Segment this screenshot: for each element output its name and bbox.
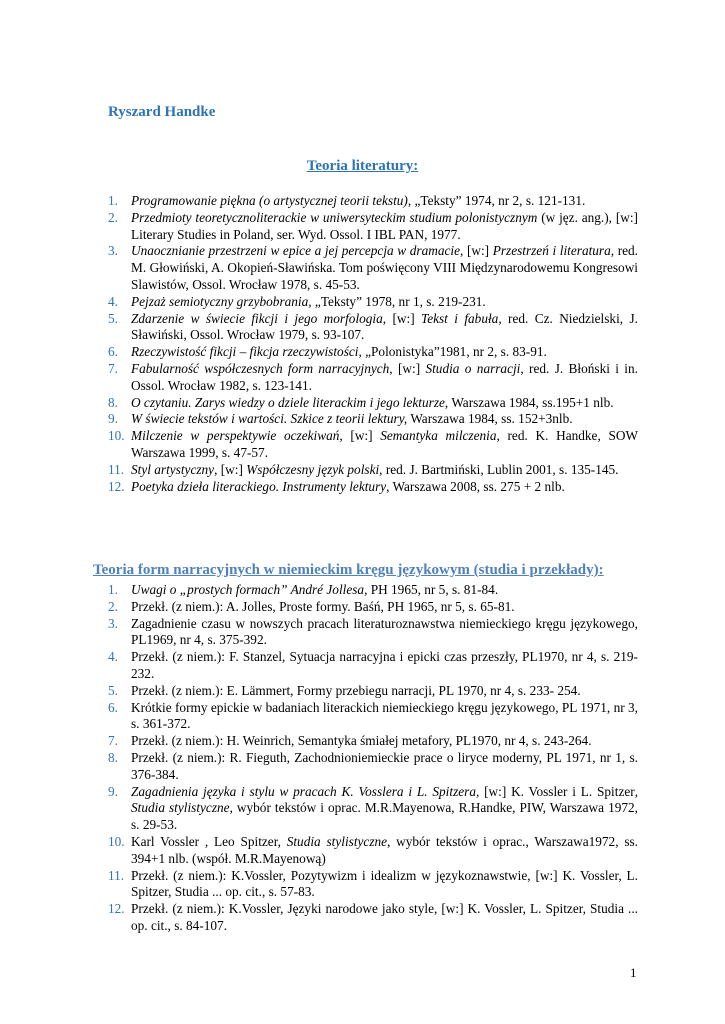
entry-text-segment: , [w:] xyxy=(382,310,422,326)
entry-text xyxy=(131,733,592,748)
entry-text-segment: Przekł. (z niem.): F. Stanzel, Sytuacja narracyjna i epicki czas przeszły, PL1970, nr 4, s. 219-232. xyxy=(131,649,638,681)
bibliography-entry xyxy=(108,361,638,395)
entry-title-italic: Unaocznianie przestrzeni w epice a jej percepcja w dramacie, xyxy=(131,243,464,259)
entry-text-segment: , wybór tekstów i oprac., Warszawa1972, ss. 394+1 nlb. (współ. M.R.Mayenową) xyxy=(131,833,638,866)
bibliography-entry xyxy=(108,428,638,462)
entry-number: 11. xyxy=(108,867,125,883)
bibliography-entry xyxy=(108,479,638,496)
entry-text-segment: , PH 1965, nr 5, s. 81-84. xyxy=(364,582,499,597)
entry-number: 2. xyxy=(108,598,118,614)
entry-number: 12. xyxy=(108,478,125,494)
entry-title-italic: Pejzaż semiotyczny grzybobrania, xyxy=(131,293,312,309)
entry-title-italic: Uwagi o „prostych formach” André Jollesa xyxy=(131,582,365,597)
bibliography-entry xyxy=(108,733,638,750)
entry-title-italic: Zdarzenie w świecie fikcji i jego morfologia xyxy=(131,310,383,326)
entry-text xyxy=(131,428,638,460)
entry-number: 8. xyxy=(108,394,118,410)
bibliography-list-literary-theory xyxy=(108,193,638,495)
entry-title-italic: Studia o narracji xyxy=(425,360,521,376)
entry-text-segment: Przekł. (z niem.): K.Vossler, Języki narodowe jako style, [w:] K. Vossler, L. Spitzer, Studia ... op. cit., s. 84-107. xyxy=(131,901,638,933)
bibliography-entry xyxy=(108,616,638,650)
entry-text-segment: , red. M. Głowiński, A. Okopień-Sławińska. Tom poświęcony VIII Międzynarodowemu Kongresowi Slawistów, Ossol. Wrocław 1978, s. 45-53. xyxy=(131,243,639,292)
bibliography-entry xyxy=(108,784,638,834)
entry-text-segment: (w jęz. ang.), [w:] Literary Studies in Poland, ser. Wyd. Ossol. I IBL PAN, 1977. xyxy=(131,209,638,242)
entry-text-segment: Przekł. (z niem.): H. Weinrich, Semantyka śmiałej metafory, PL1970, nr 4, s. 243-264. xyxy=(131,733,592,749)
entry-text-segment: , wybór tekstów i oprac. M.R.Mayenowa, R.Handke, PIW, Warszawa 1972, s. 29-53. xyxy=(131,800,638,833)
entry-text xyxy=(131,616,638,648)
entry-text xyxy=(131,193,585,208)
entry-text xyxy=(131,834,638,866)
bibliography-entry xyxy=(108,834,638,868)
entry-text-segment: , red. J. Bartmiński, Lublin 2001, s. 135-145. xyxy=(379,461,619,477)
entry-text xyxy=(131,683,581,698)
entry-text xyxy=(131,700,638,732)
entry-number: 9. xyxy=(108,783,118,799)
entry-text xyxy=(131,649,638,681)
entry-number: 4. xyxy=(108,649,118,665)
entry-text xyxy=(131,344,547,359)
entry-title-italic: Programowanie piękna (o artystycznej teorii tekstu) xyxy=(131,193,408,208)
entry-text-segment: , red. J. Błoński i in. Ossol. Wrocław 1982, s. 123-141. xyxy=(131,360,638,393)
bibliography-entry xyxy=(108,210,638,244)
entry-text xyxy=(131,395,614,410)
entry-title-italic: Poetyka dzieła literackiego. Instrumenty lektury xyxy=(131,478,387,494)
entry-number: 7. xyxy=(108,733,118,749)
bibliography-entry xyxy=(108,294,638,311)
bibliography-entry xyxy=(108,868,638,902)
entry-text-segment: Przekł. (z niem.): R. Fieguth, Zachodnioniemieckie prace o liryce moderny, PL 1971, nr 1, s. 376-384. xyxy=(131,749,638,782)
entry-text-segment: „Teksty” 1978, nr 1, s. 219-231. xyxy=(311,293,486,309)
entry-number: 10. xyxy=(108,833,125,849)
entry-title-italic: Milczenie w perspektywie oczekiwań xyxy=(131,428,340,444)
section-title-narrative-forms: Teoria form narracyjnych w niemieckim kręgu językowym (studia i przekłady): xyxy=(93,562,604,578)
entry-title-italic: Zagadnienia języka i stylu w pracach K. Vosslera i L. Spitzera xyxy=(131,783,476,799)
entry-number: 1. xyxy=(108,193,118,208)
entry-number: 6. xyxy=(108,699,118,715)
entry-title-italic: Współczesny język polski xyxy=(246,461,380,477)
entry-title-italic: Przestrzeń i literatura xyxy=(492,243,611,259)
entry-text-segment: , [w:] xyxy=(339,428,381,444)
entry-title-italic: Styl artystyczny xyxy=(131,461,215,477)
entry-number: 2. xyxy=(108,209,118,225)
bibliography-entry xyxy=(108,750,638,784)
bibliography-entry xyxy=(108,700,638,734)
bibliography-entry xyxy=(108,649,638,683)
page-number: 1 xyxy=(630,965,637,980)
entry-text xyxy=(131,784,638,833)
entry-title-italic: Semantyka milczenia xyxy=(380,428,497,444)
bibliography-entry xyxy=(108,311,638,345)
entry-title-italic: Rzeczywistość fikcji – fikcja rzeczywistości xyxy=(131,344,359,360)
entry-text-segment: Karl Vossler , Leo Spitzer, xyxy=(131,833,287,849)
bibliography-entry xyxy=(108,683,638,700)
entry-number: 11. xyxy=(108,461,125,477)
bibliography-entry xyxy=(108,193,638,210)
entry-title-italic: O czytaniu. Zarys wiedzy o dziele literackim i jego lekturze xyxy=(131,394,445,410)
entry-number: 1. xyxy=(108,582,118,597)
entry-title-italic: Studia stylistyczne xyxy=(286,833,388,849)
entry-number: 8. xyxy=(108,749,118,765)
entry-text xyxy=(131,599,515,614)
bibliography-list-narrative-forms xyxy=(108,582,638,935)
entry-number: 5. xyxy=(108,310,118,326)
entry-text xyxy=(131,582,498,597)
entry-text-segment: Przekł. (z niem.): A. Jolles, Proste formy. Baśń, PH 1965, nr 5, s. 65-81. xyxy=(131,598,515,614)
entry-text-segment: , Warszawa 1984, ss.195+1 nlb. xyxy=(444,394,614,410)
bibliography-entry xyxy=(108,395,638,412)
author-name: Ryszard Handke xyxy=(108,104,216,120)
entry-text-segment: Krótkie formy epickie w badaniach literackich niemieckiego kręgu językowego, PL 1971, nr 3, s. 361-372. xyxy=(131,699,638,732)
entry-text xyxy=(131,901,638,933)
section-title-literary-theory: Teoria literatury: xyxy=(306,158,419,174)
entry-title-italic: W świecie tekstów i wartości. Szkice z teorii lektury, xyxy=(131,411,408,427)
bibliography-entry xyxy=(108,462,638,479)
entry-text xyxy=(131,868,638,900)
entry-number: 6. xyxy=(108,344,118,360)
bibliography-entry xyxy=(108,599,638,616)
entry-text-segment: , [w:] K. Vossler i L. Spitzer xyxy=(475,783,635,799)
entry-text xyxy=(131,462,619,477)
entry-text xyxy=(131,411,573,426)
entry-number: 3. xyxy=(108,615,118,631)
entry-text xyxy=(131,361,638,393)
entry-title-italic: , Studia stylistyczne xyxy=(131,783,639,816)
entry-text-segment: , [w:] xyxy=(389,360,426,376)
entry-text xyxy=(131,243,638,292)
bibliography-entry xyxy=(108,344,638,361)
entry-number: 12. xyxy=(108,901,125,917)
entry-text xyxy=(131,750,638,782)
entry-text xyxy=(131,311,638,343)
entry-text xyxy=(131,479,565,494)
entry-number: 7. xyxy=(108,360,118,376)
bibliography-entry xyxy=(108,243,638,293)
entry-number: 4. xyxy=(108,293,118,309)
entry-text-segment: , „Teksty” 1974, nr 2, s. 121-131. xyxy=(407,193,586,208)
entry-number: 3. xyxy=(108,243,118,259)
entry-text xyxy=(131,210,638,242)
entry-text-segment: , red. Cz. Niedzielski, J. Sławiński, Ossol. Wrocław 1979, s. 93-107. xyxy=(131,310,638,343)
entry-title-italic: Przedmioty teoretycznoliterackie w uniwersyteckim studium polonistycznym xyxy=(131,209,538,225)
entry-text-segment: Przekł. (z niem.): E. Lämmert, Formy przebiegu narracji, PL 1970, nr 4, s. 233- 254. xyxy=(131,682,581,698)
entry-number: 5. xyxy=(108,682,118,698)
entry-text-segment: Zagadnienie czasu w nowszych pracach literaturoznawstwa niemieckiego kręgu językowego, PL1969, nr 4, s. 375-392. xyxy=(131,615,638,648)
entry-number: 9. xyxy=(108,411,118,427)
entry-number: 10. xyxy=(108,428,125,444)
bibliography-entry xyxy=(108,901,638,935)
entry-title-italic: Tekst i fabuła xyxy=(421,310,499,326)
entry-text xyxy=(131,294,486,309)
entry-title-italic: Fabularność współczesnych form narracyjnych xyxy=(131,360,390,376)
entry-text-segment: , red. K. Handke, SOW Warszawa 1999, s. 47-57. xyxy=(131,428,638,460)
entry-text-segment: Przekł. (z niem.): K.Vossler, Pozytywizm i idealizm w językoznawstwie, [w:] K. Vossler, L. Spitzer, Studia ... op. cit., s. 57-83. xyxy=(131,867,638,900)
entry-text-segment: Warszawa 1984, ss. 152+3nlb. xyxy=(407,411,573,427)
entry-text-segment: , Warszawa 2008, ss. 275 + 2 nlb. xyxy=(386,478,565,494)
entry-text-segment: , [w:] xyxy=(214,461,247,477)
entry-text-segment: [w:] xyxy=(463,243,493,259)
bibliography-entry xyxy=(108,411,638,428)
bibliography-entry xyxy=(108,582,638,599)
entry-text-segment: , „Polonistyka”1981, nr 2, s. 83-91. xyxy=(358,344,547,360)
